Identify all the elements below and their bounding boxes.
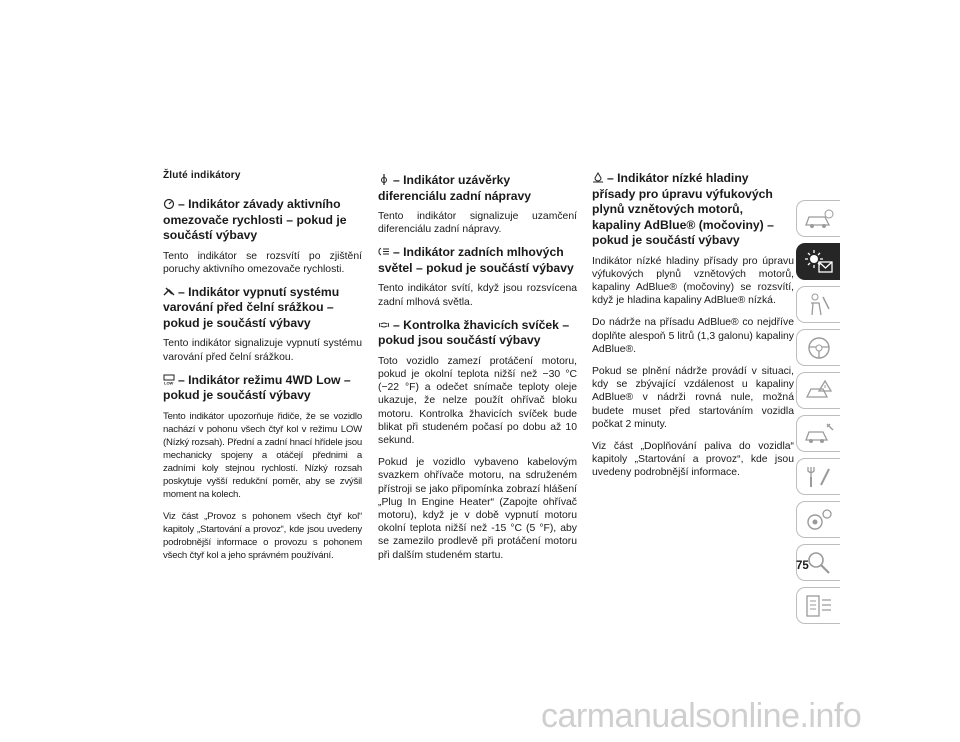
rear-fog-light-icon bbox=[378, 246, 390, 257]
paragraph: Pokud je vozidlo vybaveno kabelovým svazkem ohřívače motoru, na sdruženém přístroji se jako připomínka zobrazí hlášení „Plug In Engine Heater“ (Zapojte ohřívač motoru), když je v době vypnutí motoru okolní teplota nižší než -15 °C (5 °F), aby se zamezilo prodlevě při protáčení motoru při dalším studeném startu. bbox=[378, 457, 577, 561]
paragraph: Viz část „Provoz s pohonem všech čtyř kol“ kapitoly „Startování a provoz“, kde jsou uvedeny podrobnější informace o provozu s pohonem všech čtyř kol a jeho správném používání. bbox=[163, 510, 362, 561]
differential-lock-icon bbox=[378, 174, 390, 185]
column-2 bbox=[378, 173, 577, 571]
service-icon bbox=[803, 420, 835, 448]
tab-safety[interactable] bbox=[796, 286, 840, 323]
glow-plug-icon bbox=[378, 319, 390, 330]
index-icon bbox=[803, 592, 835, 620]
heading-rear-diff-lock: – Indikátor uzávěrky diferenciálu zadní nápravy bbox=[378, 173, 532, 203]
speed-limiter-icon bbox=[163, 198, 175, 209]
warning-lights-icon bbox=[803, 248, 835, 276]
column-1 bbox=[163, 197, 362, 571]
section-title: Žluté indikátory bbox=[163, 170, 241, 181]
paragraph: Tento indikátor upozorňuje řidiče, že se vozidlo nachází v pohonu všech čtyř kol v režimu LOW (Nízký rozsah). Přední a zadní hnací hřídele jsou mechanicky spojeny a otáčejí přednimi a zadními koly stejnou rychlostí. Nízký rozsah poskytuje vyšší redukční poměr, aby se zvýšil moment na kolech. bbox=[163, 410, 362, 500]
tab-index[interactable] bbox=[796, 587, 840, 624]
tab-car-info[interactable] bbox=[796, 200, 840, 237]
page-number: 75 bbox=[796, 560, 809, 572]
paragraph: Tento indikátor signalizuje vypnutí systému varování před čelní srážkou. bbox=[163, 338, 362, 363]
collision-warning-icon bbox=[163, 286, 175, 297]
paragraph: Tento indikátor svítí, když jsou rozsvícena zadní mlhová světla. bbox=[378, 283, 577, 308]
tab-warning-lights[interactable] bbox=[796, 243, 840, 280]
maintenance-icon bbox=[803, 463, 835, 491]
heading-speed-limiter-fault: – Indikátor závady aktivního omezovače rychlosti – pokud je součástí výbavy bbox=[163, 197, 347, 242]
svg-text:LOW: LOW bbox=[164, 380, 174, 385]
specifications-icon bbox=[803, 506, 835, 534]
heading-fcw-off: – Indikátor vypnutí systému varování před čelní srážkou – pokud je součástí výbavy bbox=[163, 284, 340, 330]
paragraph: Viz část „Doplňování paliva do vozidla“ kapitoly „Startování a provoz“, kde jsou uvedeny podrobnější informace. bbox=[592, 440, 794, 479]
tab-service[interactable] bbox=[796, 415, 840, 452]
tab-specifications[interactable] bbox=[796, 501, 840, 538]
4wd-low-icon bbox=[163, 374, 175, 385]
column-3 bbox=[592, 171, 794, 489]
heading-4wd-low: LOW – Indikátor režimu 4WD Low – pokud je součástí výbavy bbox=[163, 372, 351, 403]
adblue-icon bbox=[592, 172, 604, 183]
paragraph: Tento indikátor se rozsvítí po zjištění poruchy aktivního omezovače rychlosti. bbox=[163, 250, 362, 275]
tab-steering[interactable] bbox=[796, 329, 840, 366]
emergency-icon bbox=[803, 377, 835, 405]
car-info-icon bbox=[803, 205, 835, 233]
tab-maintenance[interactable] bbox=[796, 458, 840, 495]
heading-rear-fog: – Indikátor zadních mlhových světel – pokud je součástí výbavy bbox=[378, 245, 574, 275]
safety-icon bbox=[803, 291, 835, 319]
paragraph: Do nádrže na přísadu AdBlue® co nejdříve doplňte alespoň 5 litrů (1,3 galonu) kapaliny AdBlue®. bbox=[592, 317, 794, 355]
paragraph: Indikátor nízké hladiny přísady pro úpravu výfukových plynů vznětových motorů, kapaliny AdBlue® (močoviny) se rozsvítí, když je hladina kapaliny AdBlue® nízká. bbox=[592, 255, 794, 307]
tab-emergency[interactable] bbox=[796, 372, 840, 409]
heading-adblue-low: – Indikátor nízké hladiny přísady pro úpravu výfukových plynů vznětových motorů, kapaliny AdBlue® (močoviny) – pokud je součástí výbavy bbox=[592, 171, 774, 247]
heading-glow-plug: – Kontrolka žhavicích svíček – pokud jsou součástí výbavy bbox=[378, 317, 570, 348]
paragraph: Toto vozidlo zamezí protáčení motoru, pokud je okolní teplota nižší než −30 °C (−22 °F) a odečet snímače teploty oleje ukazuje, že nelze použít ohřívač bloku motoru. Kontrolka žhavicích svíček bude blikat při studeném počasí po dobu až 10 sekund. bbox=[378, 355, 577, 447]
paragraph: Tento indikátor signalizuje uzamčení diferenciálu zadní nápravy. bbox=[378, 211, 577, 236]
steering-wheel-icon bbox=[803, 334, 835, 362]
paragraph: Pokud se plnění nádrže provádí v situaci, kdy se zbývající vzdálenost u kapaliny AdBlue® v nádrži rovná nule, možná budete muset před startováním vozidla počkat 2 minuty. bbox=[592, 365, 794, 430]
watermark: carmanualsonline.info bbox=[541, 697, 862, 735]
